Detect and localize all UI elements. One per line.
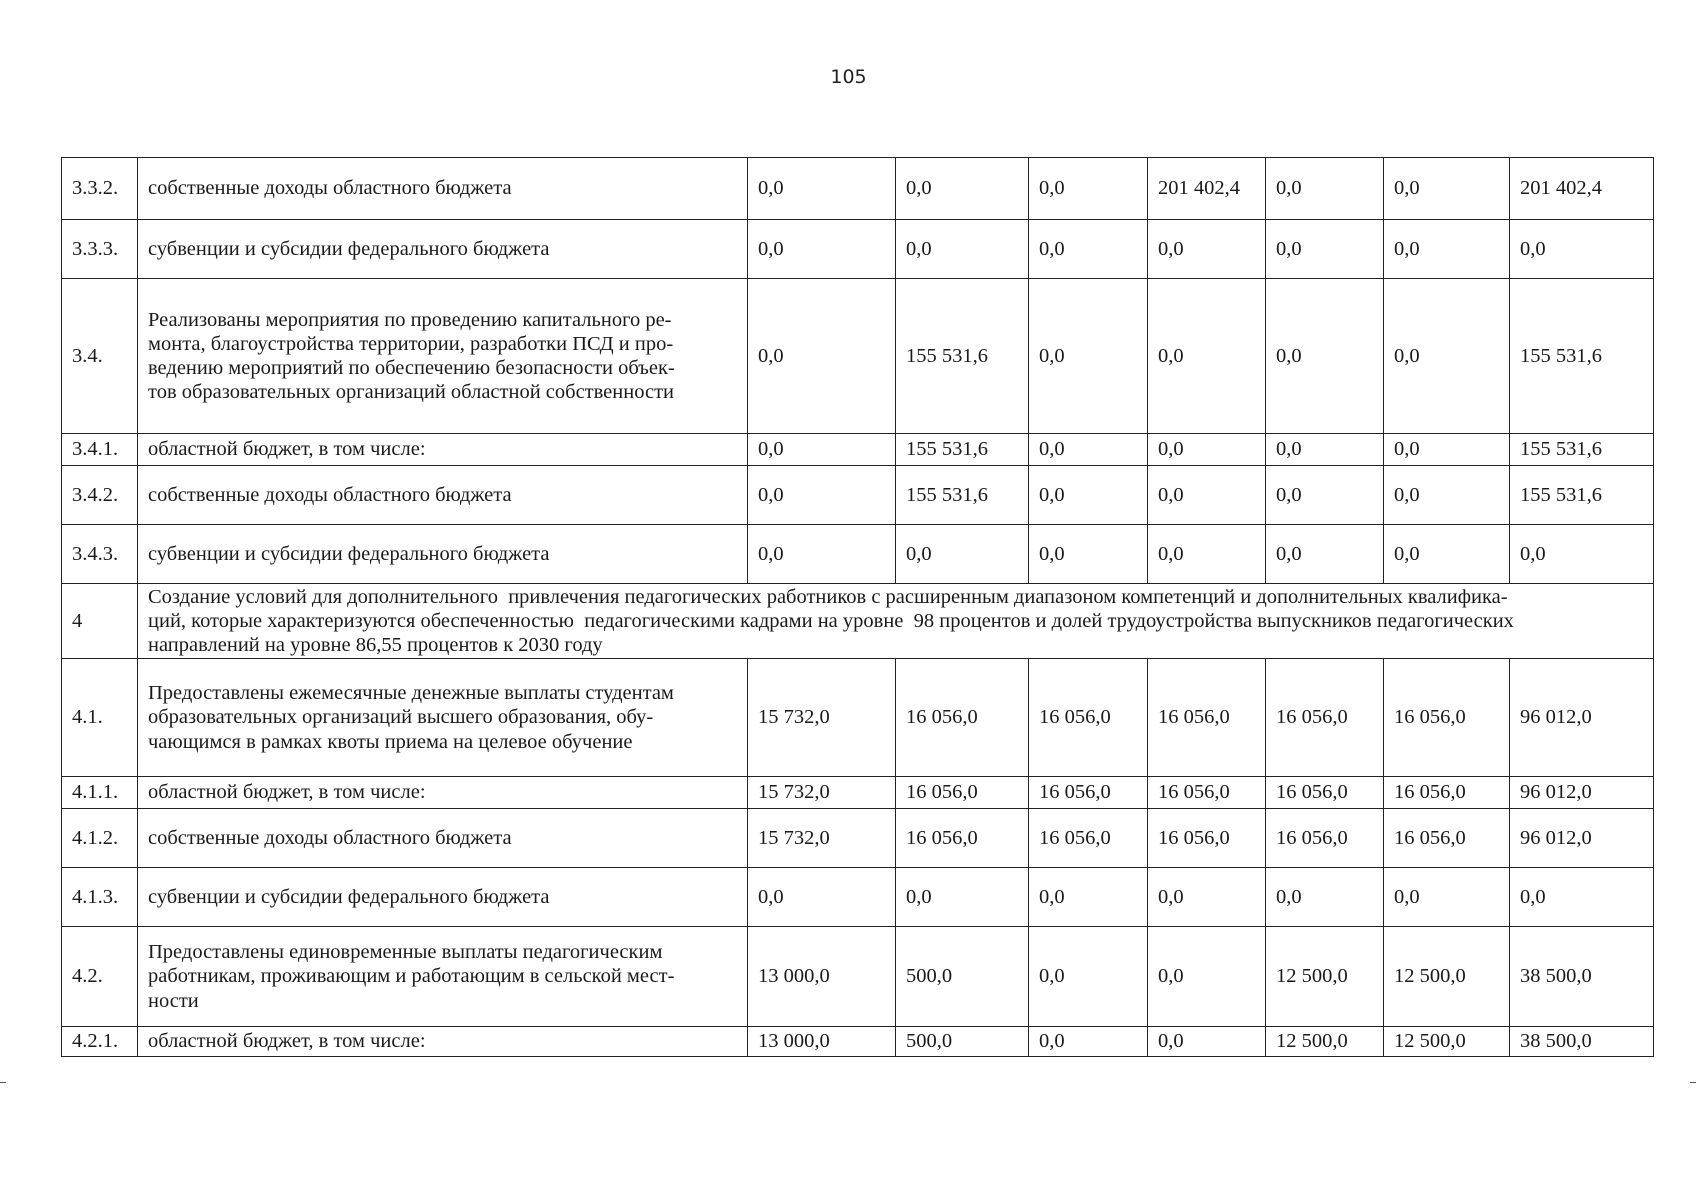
table-row xyxy=(62,927,1654,1027)
row-total-value: 0,0 xyxy=(1510,220,1654,279)
row-year-value: 0,0 xyxy=(1029,434,1148,466)
row-year-value: 0,0 xyxy=(1266,466,1384,525)
row-year-value: 0,0 xyxy=(1384,868,1510,927)
table-row xyxy=(62,809,1654,868)
row-year-value: 16 056,0 xyxy=(1384,777,1510,809)
row-code: 4.2. xyxy=(62,927,138,1027)
row-total-value: 155 531,6 xyxy=(1510,434,1654,466)
row-year-value: 0,0 xyxy=(1029,927,1148,1027)
page-edge-mark-left xyxy=(0,1082,6,1083)
row-total-value: 38 500,0 xyxy=(1510,1027,1654,1057)
row-year-value: 0,0 xyxy=(1148,525,1266,584)
row-year-value: 0,0 xyxy=(1029,525,1148,584)
row-year-value: 0,0 xyxy=(1029,279,1148,434)
row-total-value: 155 531,6 xyxy=(1510,466,1654,525)
row-total-value: 96 012,0 xyxy=(1510,777,1654,809)
budget-table xyxy=(61,157,1654,1057)
row-code: 4.1.3. xyxy=(62,868,138,927)
row-year-value: 0,0 xyxy=(1384,434,1510,466)
row-year-value: 0,0 xyxy=(1266,868,1384,927)
row-description: субвенции и субсидии федерального бюджета xyxy=(138,868,748,927)
row-year-value: 0,0 xyxy=(748,466,896,525)
row-year-value: 0,0 xyxy=(1029,1027,1148,1057)
page-edge-mark-right xyxy=(1690,1082,1696,1083)
row-year-value: 201 402,4 xyxy=(1148,158,1266,220)
row-description: областной бюджет, в том числе: xyxy=(138,1027,748,1057)
row-year-value: 13 000,0 xyxy=(748,927,896,1027)
row-year-value: 12 500,0 xyxy=(1384,927,1510,1027)
row-code: 4.1. xyxy=(62,659,138,777)
row-year-value: 500,0 xyxy=(896,927,1029,1027)
row-total-value: 0,0 xyxy=(1510,525,1654,584)
row-year-value: 0,0 xyxy=(1266,158,1384,220)
row-year-value: 0,0 xyxy=(896,868,1029,927)
row-year-value: 15 732,0 xyxy=(748,659,896,777)
row-year-value: 16 056,0 xyxy=(896,809,1029,868)
table-row xyxy=(62,466,1654,525)
row-year-value: 16 056,0 xyxy=(896,659,1029,777)
row-description: областной бюджет, в том числе: xyxy=(138,777,748,809)
row-code: 3.3.2. xyxy=(62,158,138,220)
row-total-value: 96 012,0 xyxy=(1510,809,1654,868)
row-year-value: 0,0 xyxy=(896,525,1029,584)
row-total-value: 96 012,0 xyxy=(1510,659,1654,777)
row-year-value: 16 056,0 xyxy=(896,777,1029,809)
row-year-value: 0,0 xyxy=(1384,466,1510,525)
row-description: Создание условий для дополнительного привлечения педагогических работников с расширенным диапазоном компетенций и дополнительных квалифика- ций, которые характеризуются обеспеченностью педагогическими кадрами на уровне 98 процентов и долей трудоустройства выпускников педагогических направлений на уровне 86,55 процентов к 2030 году xyxy=(138,584,1654,659)
row-code: 3.4. xyxy=(62,279,138,434)
table-row xyxy=(62,279,1654,434)
table-row xyxy=(62,434,1654,466)
row-code: 3.3.3. xyxy=(62,220,138,279)
table-row xyxy=(62,158,1654,220)
row-code: 3.4.1. xyxy=(62,434,138,466)
row-description: собственные доходы областного бюджета xyxy=(138,809,748,868)
row-year-value: 0,0 xyxy=(1029,220,1148,279)
table-row xyxy=(62,868,1654,927)
row-year-value: 16 056,0 xyxy=(1029,659,1148,777)
row-year-value: 0,0 xyxy=(1266,434,1384,466)
row-year-value: 0,0 xyxy=(1148,220,1266,279)
row-year-value: 0,0 xyxy=(1266,220,1384,279)
row-code: 3.4.2. xyxy=(62,466,138,525)
row-description: Предоставлены ежемесячные денежные выплаты студентам образовательных организаций высшего образования, обу- чающимся в рамках квоты приема на целевое обучение xyxy=(138,659,748,777)
row-year-value: 500,0 xyxy=(896,1027,1029,1057)
row-year-value: 0,0 xyxy=(1148,1027,1266,1057)
row-year-value: 12 500,0 xyxy=(1266,1027,1384,1057)
row-year-value: 0,0 xyxy=(896,158,1029,220)
row-total-value: 155 531,6 xyxy=(1510,279,1654,434)
row-code: 4 xyxy=(62,584,138,659)
row-code: 4.1.2. xyxy=(62,809,138,868)
row-year-value: 0,0 xyxy=(1029,158,1148,220)
row-year-value: 0,0 xyxy=(1029,868,1148,927)
row-year-value: 16 056,0 xyxy=(1384,809,1510,868)
row-year-value: 0,0 xyxy=(896,220,1029,279)
row-year-value: 0,0 xyxy=(748,868,896,927)
row-year-value: 0,0 xyxy=(748,158,896,220)
row-year-value: 155 531,6 xyxy=(896,466,1029,525)
row-year-value: 0,0 xyxy=(1384,158,1510,220)
row-year-value: 0,0 xyxy=(1148,466,1266,525)
row-year-value: 16 056,0 xyxy=(1148,809,1266,868)
row-description: субвенции и субсидии федерального бюджета xyxy=(138,525,748,584)
row-description: собственные доходы областного бюджета xyxy=(138,466,748,525)
table-row xyxy=(62,1027,1654,1057)
row-year-value: 12 500,0 xyxy=(1266,927,1384,1027)
row-year-value: 16 056,0 xyxy=(1266,659,1384,777)
row-year-value: 16 056,0 xyxy=(1148,659,1266,777)
row-year-value: 0,0 xyxy=(1384,525,1510,584)
row-year-value: 0,0 xyxy=(1148,279,1266,434)
row-year-value: 16 056,0 xyxy=(1029,809,1148,868)
row-description: субвенции и субсидии федерального бюджета xyxy=(138,220,748,279)
row-description: Реализованы мероприятия по проведению капитального ре- монта, благоустройства территории, разработки ПСД и про- ведению мероприятий по обеспечению безопасности объек- тов образовательных организаций областной собственности xyxy=(138,279,748,434)
row-year-value: 16 056,0 xyxy=(1029,777,1148,809)
row-code: 3.4.3. xyxy=(62,525,138,584)
row-year-value: 0,0 xyxy=(1148,434,1266,466)
row-description: собственные доходы областного бюджета xyxy=(138,158,748,220)
row-year-value: 0,0 xyxy=(748,434,896,466)
row-description: областной бюджет, в том числе: xyxy=(138,434,748,466)
row-year-value: 0,0 xyxy=(1266,525,1384,584)
row-year-value: 0,0 xyxy=(1148,927,1266,1027)
row-year-value: 0,0 xyxy=(1266,279,1384,434)
row-year-value: 15 732,0 xyxy=(748,809,896,868)
row-year-value: 0,0 xyxy=(748,220,896,279)
table-row xyxy=(62,777,1654,809)
row-year-value: 15 732,0 xyxy=(748,777,896,809)
row-total-value: 201 402,4 xyxy=(1510,158,1654,220)
row-year-value: 16 056,0 xyxy=(1148,777,1266,809)
row-year-value: 0,0 xyxy=(1148,868,1266,927)
row-year-value: 16 056,0 xyxy=(1266,809,1384,868)
row-total-value: 0,0 xyxy=(1510,868,1654,927)
row-year-value: 0,0 xyxy=(748,279,896,434)
row-year-value: 12 500,0 xyxy=(1384,1027,1510,1057)
row-year-value: 13 000,0 xyxy=(748,1027,896,1057)
row-year-value: 0,0 xyxy=(1384,279,1510,434)
row-total-value: 38 500,0 xyxy=(1510,927,1654,1027)
table-row xyxy=(62,584,1654,659)
table-row xyxy=(62,525,1654,584)
page-number: 105 xyxy=(830,66,867,88)
row-year-value: 0,0 xyxy=(1029,466,1148,525)
row-year-value: 16 056,0 xyxy=(1384,659,1510,777)
row-year-value: 0,0 xyxy=(748,525,896,584)
row-year-value: 0,0 xyxy=(1384,220,1510,279)
row-year-value: 155 531,6 xyxy=(896,434,1029,466)
row-year-value: 155 531,6 xyxy=(896,279,1029,434)
table-row xyxy=(62,220,1654,279)
row-description: Предоставлены единовременные выплаты педагогическим работникам, проживающим и работающим в сельской мест- ности xyxy=(138,927,748,1027)
row-code: 4.2.1. xyxy=(62,1027,138,1057)
table-row xyxy=(62,659,1654,777)
row-code: 4.1.1. xyxy=(62,777,138,809)
row-year-value: 16 056,0 xyxy=(1266,777,1384,809)
